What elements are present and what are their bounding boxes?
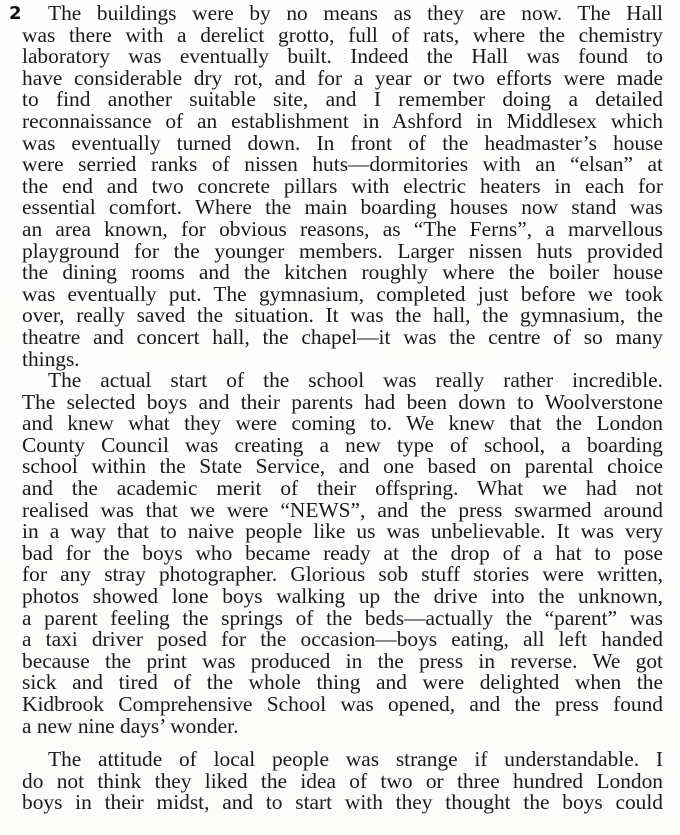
text-line: was eventually put. The gymnasium, completed just before we took xyxy=(22,281,663,306)
text-line: Kidbrook Comprehensive School was opened, and the press found xyxy=(22,692,663,716)
text-line: do not think they liked the idea of two or three hundred London xyxy=(22,768,663,793)
text-line: in a way that to naive people like us was unbelievable. It was very xyxy=(22,519,663,544)
text-line: reconnaissance of an establishment in Ashford in Middlesex which xyxy=(22,108,663,133)
text-line: for any stray photographer. Glorious sob stuff stories were written, xyxy=(22,562,663,587)
text-line: realised was that we were “NEWS”, and the press swarmed around xyxy=(22,497,663,522)
text-line: was there with a derelict grotto, full of rats, where the chemistry xyxy=(22,22,663,47)
text-line: essential comfort. Where the main boarding houses now stand was xyxy=(22,195,663,220)
paragraph-3 xyxy=(22,749,663,814)
text-line: the dining rooms and the kitchen roughly where the boiler house xyxy=(22,260,663,285)
body-text xyxy=(22,3,663,814)
text-line: and knew what they were coming to. We knew that the London xyxy=(22,411,663,436)
text-line: The buildings were by no means as they are now. The Hall xyxy=(48,1,663,25)
text-line: boys in their midst, and to start with they thought the boys could xyxy=(22,790,663,815)
text-line: over, really saved the situation. It was the hall, the gymnasium, the xyxy=(22,303,663,328)
text-line: things. xyxy=(22,346,80,371)
text-line: photos showed lone boys walking up the drive into the unknown, xyxy=(22,584,663,609)
text-line: bad for the boys who became ready at the drop of a hat to pose xyxy=(22,540,663,565)
text-line: and the academic merit of their offspring. What we had not xyxy=(22,476,663,501)
text-line: have considerable dry rot, and for a year or two efforts were made xyxy=(22,65,663,90)
text-line: laboratory was eventually built. Indeed the Hall was found to xyxy=(22,44,663,69)
text-line: The attitude of local people was strange if understandable. I xyxy=(48,747,663,772)
text-line: a new nine days’ wonder. xyxy=(22,713,239,738)
text-line: The selected boys and their parents had been down to Woolverstone xyxy=(22,389,663,414)
text-line: The actual start of the school was really rather incredible. xyxy=(48,368,663,393)
page-number: 2 xyxy=(9,3,22,24)
text-line: a parent feeling the springs of the beds—actually the “parent” was xyxy=(22,605,663,630)
text-line: theatre and concert hall, the chapel—it was the centre of so many xyxy=(22,324,663,349)
text-line: playground for the younger members. Larger nissen huts provided xyxy=(22,238,663,263)
text-line: school within the State Service, and one based on parental choice xyxy=(22,454,663,479)
paragraph-1 xyxy=(22,3,663,370)
text-line: to find another suitable site, and I remember doing a detailed xyxy=(22,87,663,112)
text-line: was eventually turned down. In front of the headmaster’s house xyxy=(22,130,663,155)
paragraph-2 xyxy=(22,370,663,737)
text-line: County Council was creating a new type of school, a boarding xyxy=(22,432,663,457)
text-line: were serried ranks of nissen huts—dormitories with an “elsan” at xyxy=(22,152,663,177)
text-line: because the print was produced in the press in reverse. We got xyxy=(22,648,663,673)
text-line: sick and tired of the whole thing and were delighted when the xyxy=(22,670,663,695)
text-line: an area known, for obvious reasons, as “The Ferns”, a marvellous xyxy=(22,216,663,241)
text-line: the end and two concrete pillars with electric heaters in each for xyxy=(22,173,663,198)
text-line: a taxi driver posed for the occasion—boys eating, all left handed xyxy=(22,627,663,652)
